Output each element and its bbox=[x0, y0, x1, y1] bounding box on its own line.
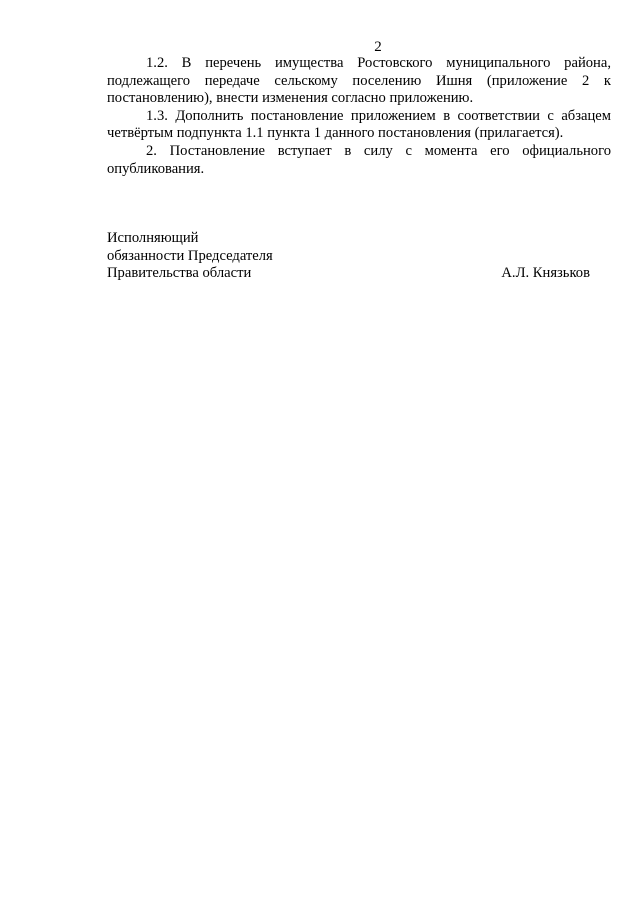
signatory-position-line-1: Исполняющий bbox=[107, 230, 199, 246]
signature-block bbox=[107, 230, 590, 283]
signatory-last-line bbox=[107, 265, 590, 283]
paragraph-1-2: 1.2. В перечень имущества Ростовского муниципального района, подлежащего передаче сельскому поселению Ишня (приложение 2 к постановлению), внести изменения согласно приложению. bbox=[107, 55, 611, 107]
signatory-name: А.Л. Князьков bbox=[501, 265, 590, 282]
document-body bbox=[107, 55, 611, 178]
paragraph-1-3: 1.3. Дополнить постановление приложением в соответствии с абзацем четвёртым подпункта 1.1 пункта 1 данного постановления (прилагается). bbox=[107, 107, 611, 142]
signatory-position-line-3: Правительства области bbox=[107, 265, 252, 282]
page-number: 2 bbox=[374, 39, 382, 55]
paragraph-2: 2. Постановление вступает в силу с момента его официального опубликования. bbox=[107, 142, 611, 177]
signatory-position-line-2: обязанности Председателя bbox=[107, 247, 273, 264]
